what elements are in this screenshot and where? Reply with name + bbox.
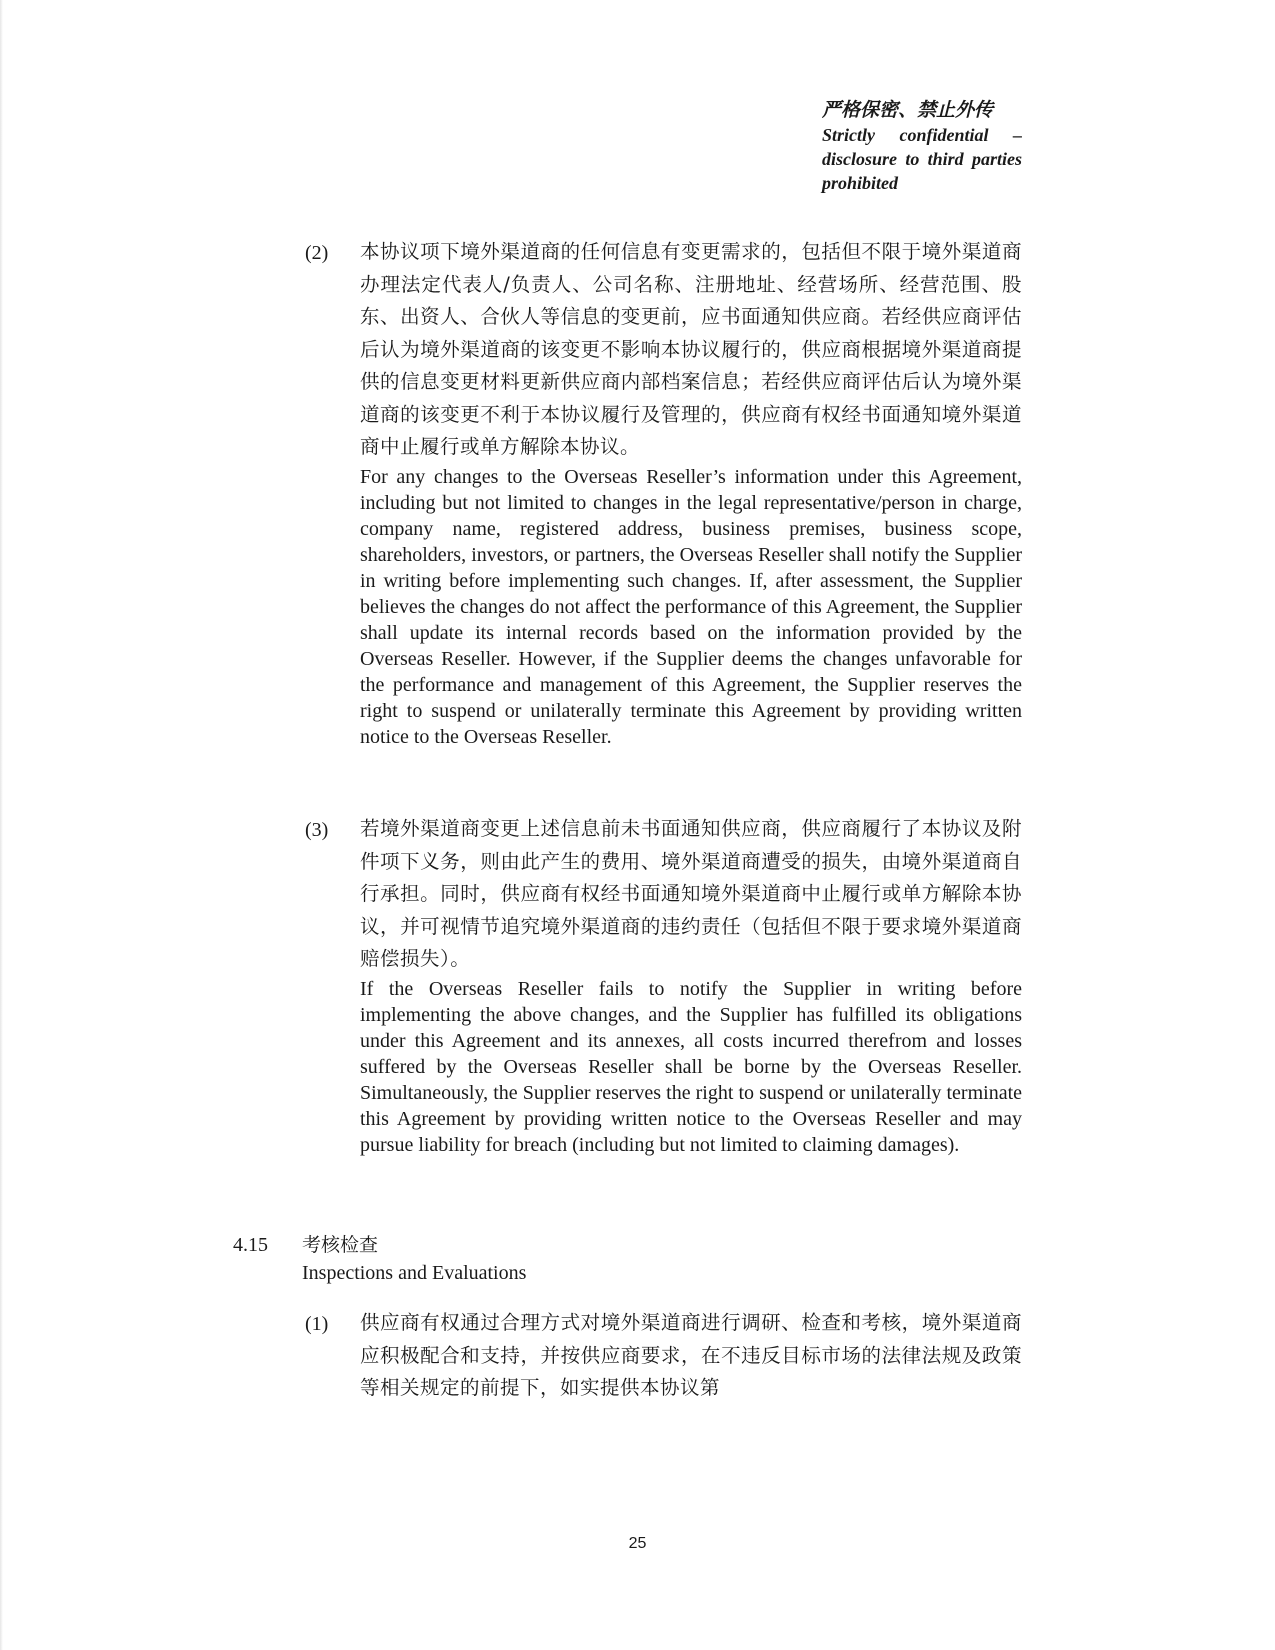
section-title-en: Inspections and Evaluations	[302, 1262, 527, 1284]
paragraph-text-zh: 本协议项下境外渠道商的任何信息有变更需求的，包括但不限于境外渠道商办理法定代表人/负责人、公司名称、注册地址、经营场所、经营范围、股东、出资人、合伙人等信息的变更前，应书面通知供应商。若经供应商评估后认为境外渠道商的该变更不影响本协议履行的，供应商根据境外渠道商提供的信息变更材料更新供应商内部档案信息；若经供应商评估后认为境外渠道商的该变更不利于本协议履行及管理的，供应商有权经书面通知境外渠道商中止履行或单方解除本协议。	[360, 240, 1022, 458]
paragraph-body	[360, 236, 1022, 750]
section-title-zh: 考核检查	[302, 1234, 379, 1256]
confidentiality-notice-zh: 严格保密、禁止外传	[822, 99, 994, 121]
paragraph-text-zh: 供应商有权通过合理方式对境外渠道商进行调研、检查和考核，境外渠道商应积极配合和支持，并按供应商要求，在不违反目标市场的法律法规及政策等相关规定的前提下，如实提供本协议第	[360, 1311, 1022, 1399]
page-edge	[0, 0, 3, 1650]
confidentiality-notice-en: Strictly confidential – disclosure to third parties prohibited	[822, 125, 1022, 193]
paragraph-text-en: If the Overseas Reseller fails to notify the Supplier in writing before implementing the above changes, and the Supplier has fulfilled its obligations under this Agreement and its annexes, all costs incurred therefrom and losses suffered by the Overseas Reseller shall be borne by the Overseas Reseller. Simultaneously, the Supplier reserves the right to suspend or unilaterally terminate this Agreement by providing written notice to the Overseas Reseller and may pursue liability for breach (including but not limited to claiming damages).	[360, 977, 1022, 1156]
section-number: 4.15	[233, 1234, 268, 1256]
confidentiality-notice	[822, 97, 1022, 195]
page-number: 25	[628, 1535, 647, 1552]
paragraph-body	[360, 813, 1022, 1158]
paragraph-body	[360, 1307, 1022, 1405]
paragraph-number: (3)	[305, 819, 329, 841]
paragraph-text-en: For any changes to the Overseas Reseller’s information under this Agreement, including but not limited to changes in the legal representative/person in charge, company name, registered address, business premises, business scope, shareholders, investors, or partners, the Overseas Reseller shall notify the Supplier in writing before implementing such changes. If, after assessment, the Supplier believes the changes do not affect the performance of this Agreement, the Supplier shall update its internal records based on the information provided by the Overseas Reseller. However, if the Supplier deems the changes unfavorable for the performance and management of this Agreement, the Supplier reserves the right to suspend or unilaterally terminate this Agreement by providing written notice to the Overseas Reseller.	[360, 465, 1022, 748]
paragraph-number: (1)	[305, 1313, 329, 1335]
paragraph-number: (2)	[305, 242, 329, 264]
paragraph-text-zh: 若境外渠道商变更上述信息前未书面通知供应商，供应商履行了本协议及附件项下义务，则由此产生的费用、境外渠道商遭受的损失，由境外渠道商自行承担。同时，供应商有权经书面通知境外渠道商中止履行或单方解除本协议，并可视情节追究境外渠道商的违约责任（包括但不限于要求境外渠道商赔偿损失）。	[360, 817, 1022, 970]
section-title	[302, 1232, 526, 1288]
